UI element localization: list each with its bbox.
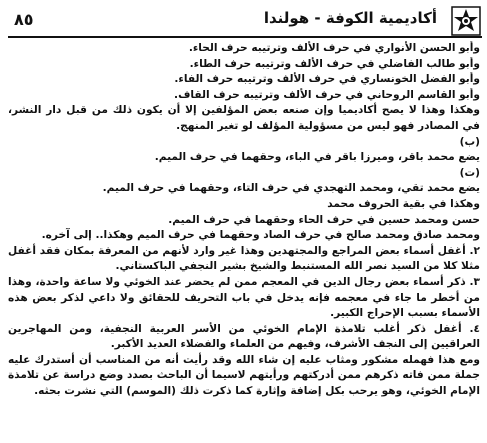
text-line: وهكذا في بقية الحروف محمد bbox=[327, 197, 480, 210]
paragraph: ٢. أغفل أسماء بعض المراجع والمجتهدين وهذا غير وارد لأنهم من المعرفة بمكان فقد أغفل مثلا كلا من السيد نصر الله المستنبط والشيخ بشير النجفي الباكستاني. bbox=[8, 244, 480, 273]
academy-logo-icon bbox=[451, 6, 481, 36]
body-text bbox=[8, 41, 480, 400]
paragraph: ٤. أغفل ذكر أغلب تلامذة الإمام الخوئي من الأسر العربية النجفية، ومن المهاجرين العراقيين إلى النجف الأشرف، وفيهم من العلماء والفضلاء العديد الأكبر. bbox=[8, 322, 480, 351]
header-title: أكاديمية الكوفة - هولندا bbox=[263, 9, 437, 27]
text-line: حسن ومحمد حسين في حرف الحاء وحقهما في حرف الميم. bbox=[168, 213, 480, 226]
section-label: (ب) bbox=[459, 135, 480, 148]
header-divider bbox=[8, 36, 482, 38]
paragraph: ٣. ذكر أسماء بعض رجال الدين في المعجم ممن لم يحضر عند الخوئي ولا ساعة واحدة، وهذا من أخطر ما جاء في معجمه فإنه يدخل في باب التحريف للحقائق ولا داعي لذكر بعض هذه الأسماء بسبب الإحراج الكبير. bbox=[8, 275, 480, 320]
text-line: وأبو طالب الفاضلي في حرف الألف وترتيبه حرف الطاء. bbox=[189, 57, 480, 70]
text-line: يضع محمد باقر، وميرزا باقر في الباء، وحقهما في حرف الميم. bbox=[154, 151, 480, 164]
page-number: ٨٥ bbox=[14, 10, 34, 29]
text-line: وأبو الحسن الأنواري في حرف الألف وترتيبه حرف الحاء. bbox=[188, 42, 480, 54]
paragraph: ومع هذا فهمله مشكور ومثاب عليه إن شاء الله وقد رأيت أنه من المناسب أن أستدرك عليه جملة ممن فاته ذكرهم ممن أدركتهم ورأيتهم لاسيما أن الباحث بصدد وضع دراسة عن تلامذة الإمام الخوئي، وهو يرحب بكل إضافة وإثارة كما ذكرت ذلك (الموسم) التي نشرت بحثه. bbox=[8, 353, 480, 398]
page-header bbox=[8, 6, 481, 36]
text-line: وأبو الفضل الخونساري في حرف الألف وترتيبه حرف الفاء. bbox=[174, 73, 480, 86]
text-line: يضع محمد تقي، ومحمد التهجدي في حرف التاء، وحقهما في حرف الميم. bbox=[102, 182, 480, 195]
section-label: (ت) bbox=[459, 166, 480, 179]
text-line: ومحمد صادق ومحمد صالح في حرف الصاد وحقهما في حرف الميم وهكذا.. إلى آخره. bbox=[41, 229, 480, 242]
text-line: وأبو القاسم الروحاني في حرف الألف وترتيبه حرف القاف. bbox=[174, 88, 480, 101]
paragraph: وهكذا وهذا لا يصح أكاديميا وإن صنعه بعض المؤلفين إلا أن يكون ذلك من قبل دار النشر، في المصادر فهو ليس من مسؤولية المؤلف لو تغير المنهج. bbox=[8, 104, 480, 132]
